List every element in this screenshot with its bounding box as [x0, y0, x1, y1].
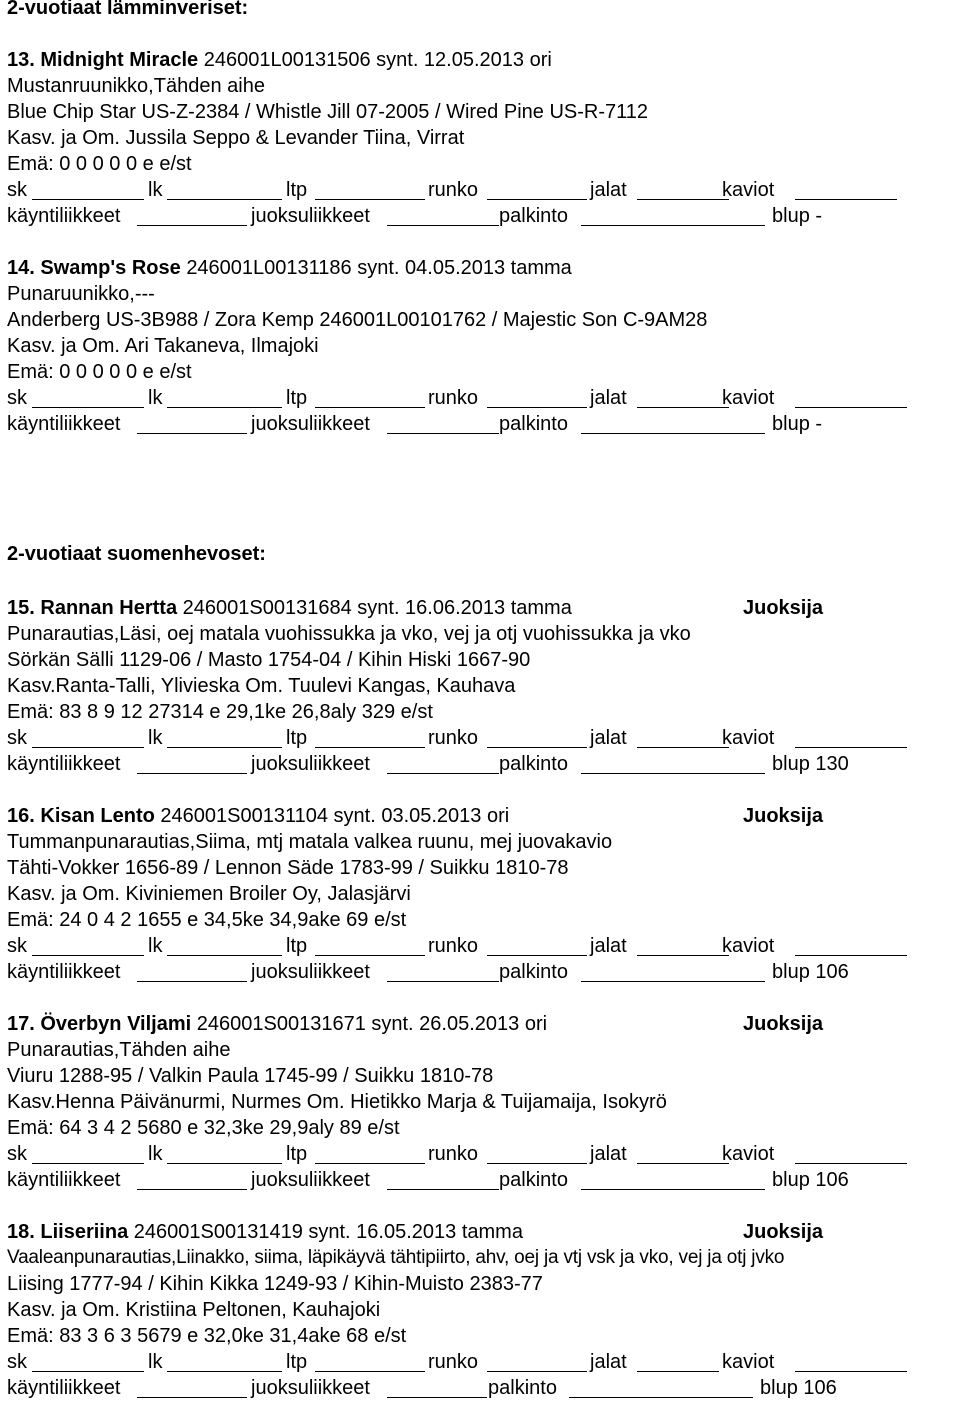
blank-kaynti — [137, 433, 247, 434]
score-row-conformation — [7, 178, 957, 202]
horse-dam: Emä: 0 0 0 0 0 e e/st — [7, 361, 192, 383]
label-runko: runko — [428, 935, 479, 957]
horse-name: Överbyn Viljami — [40, 1013, 192, 1035]
blank-lk — [167, 199, 282, 200]
label-ltp: ltp — [286, 1143, 308, 1165]
label-lk: lk — [148, 179, 163, 201]
horse-color: Mustanruunikko,Tähden aihe — [7, 75, 265, 97]
score-row-conformation — [7, 934, 957, 958]
label-blup: blup - — [772, 205, 823, 227]
blank-juoksu — [387, 1397, 487, 1398]
blank-ltp — [315, 955, 425, 956]
horse-pedigree: Sörkän Sälli 1129-06 / Masto 1754-04 / Kihin Hiski 1667-90 — [7, 649, 531, 671]
label-kaviot: kaviot — [722, 179, 775, 201]
label-sk: sk — [7, 179, 27, 201]
blank-palkinto — [581, 225, 765, 226]
blup-value: - — [815, 413, 823, 435]
blank-kaviot — [795, 1371, 907, 1372]
horse-number: 17. — [7, 1013, 35, 1035]
label-palkinto: palkinto — [499, 753, 568, 775]
horse-registration: 246001S00131684 synt. 16.06.2013 tamma — [182, 597, 572, 619]
horse-title — [7, 804, 509, 828]
blank-palkinto — [581, 1189, 765, 1190]
label-palkinto: palkinto — [499, 413, 568, 435]
label-kaynti: käyntiliikkeet — [7, 1377, 121, 1399]
blank-ltp — [315, 407, 425, 408]
blup-value: 106 — [815, 1169, 849, 1191]
blank-sk — [32, 747, 144, 748]
blank-sk — [32, 199, 144, 200]
label-lk: lk — [148, 387, 163, 409]
score-row-conformation — [7, 1142, 957, 1166]
horse-number: 13. — [7, 49, 35, 71]
label-sk: sk — [7, 387, 27, 409]
blank-palkinto — [581, 981, 765, 982]
blank-lk — [167, 955, 282, 956]
horse-dam: Emä: 24 0 4 2 1655 e 34,5ke 34,9ake 69 e/st — [7, 909, 407, 931]
horse-title — [7, 596, 572, 620]
horse-pedigree: Liising 1777-94 / Kihin Kikka 1249-93 / Kihin-Muisto 2383-77 — [7, 1273, 543, 1295]
label-jalat: jalat — [590, 727, 627, 749]
horse-number: 18. — [7, 1221, 35, 1243]
blank-kaviot — [795, 407, 907, 408]
blank-kaynti — [137, 225, 247, 226]
label-jalat: jalat — [590, 179, 627, 201]
label-kaviot: kaviot — [722, 1351, 775, 1373]
label-kaviot: kaviot — [722, 1143, 775, 1165]
label-kaviot: kaviot — [722, 387, 775, 409]
blank-kaviot — [795, 1163, 907, 1164]
horse-name: Liiseriina — [40, 1221, 129, 1243]
score-row-conformation — [7, 1350, 957, 1374]
blank-kaviot — [795, 747, 907, 748]
score-row-conformation — [7, 386, 957, 410]
score-row-movement — [7, 204, 957, 228]
label-kaynti: käyntiliikkeet — [7, 753, 121, 775]
horse-title — [7, 256, 572, 280]
blank-runko — [487, 407, 587, 408]
label-kaynti: käyntiliikkeet — [7, 413, 121, 435]
label-sk: sk — [7, 935, 27, 957]
horse-color: Punaruunikko,--- — [7, 283, 155, 305]
horse-registration: 246001S00131419 synt. 16.05.2013 tamma — [133, 1221, 523, 1243]
horse-type-tag: Juoksija — [743, 1013, 824, 1035]
blank-juoksu — [387, 433, 499, 434]
blank-jalat — [637, 747, 729, 748]
horse-pedigree: Viuru 1288-95 / Valkin Paula 1745-99 / Suikku 1810-78 — [7, 1065, 494, 1087]
label-ltp: ltp — [286, 935, 308, 957]
score-row-movement — [7, 1376, 957, 1400]
horse-registration: 246001L00131506 synt. 12.05.2013 ori — [203, 49, 552, 71]
horse-number: 15. — [7, 597, 35, 619]
blup-value: 130 — [815, 753, 849, 775]
blank-jalat — [637, 955, 729, 956]
blank-ltp — [315, 1371, 425, 1372]
label-blup: blup 106 — [760, 1377, 837, 1399]
horse-name: Midnight Miracle — [40, 49, 199, 71]
score-row-movement — [7, 752, 957, 776]
label-juoksu: juoksuliikkeet — [251, 205, 370, 227]
blank-juoksu — [387, 1189, 499, 1190]
label-ltp: ltp — [286, 179, 308, 201]
blank-kaynti — [137, 773, 247, 774]
score-row-movement — [7, 412, 957, 436]
label-blup: blup 106 — [772, 961, 849, 983]
label-lk: lk — [148, 727, 163, 749]
horse-number: 14. — [7, 257, 35, 279]
blank-ltp — [315, 199, 425, 200]
blank-sk — [32, 955, 144, 956]
score-row-movement — [7, 1168, 957, 1192]
blank-kaynti — [137, 1189, 247, 1190]
horse-type-tag: Juoksija — [743, 805, 824, 827]
horse-registration: 246001S00131671 synt. 26.05.2013 ori — [196, 1013, 548, 1035]
horse-number: 16. — [7, 805, 35, 827]
label-sk: sk — [7, 727, 27, 749]
blank-juoksu — [387, 773, 499, 774]
horse-type-tag: Juoksija — [743, 1221, 824, 1243]
label-runko: runko — [428, 727, 479, 749]
horse-color: Punarautias,Läsi, oej matala vuohissukka ja vko, vej ja otj vuohissukka ja vko — [7, 623, 691, 645]
blank-lk — [167, 1371, 282, 1372]
horse-type-tag: Juoksija — [743, 597, 824, 619]
blank-lk — [167, 407, 282, 408]
horse-name: Kisan Lento — [40, 805, 155, 827]
horse-color: Punarautias,Tähden aihe — [7, 1039, 231, 1061]
blank-jalat — [637, 199, 729, 200]
score-row-conformation — [7, 726, 957, 750]
horse-dam: Emä: 83 8 9 12 27314 e 29,1ke 26,8aly 329 e/st — [7, 701, 433, 723]
blank-lk — [167, 747, 282, 748]
blank-kaviot — [795, 199, 897, 200]
label-juoksu: juoksuliikkeet — [251, 1169, 370, 1191]
horse-name: Swamp's Rose — [40, 257, 181, 279]
blank-runko — [487, 955, 587, 956]
horse-pedigree: Tähti-Vokker 1656-89 / Lennon Säde 1783-99 / Suikku 1810-78 — [7, 857, 569, 879]
horse-color: Tummanpunarautias,Siima, mtj matala valkea ruunu, mej juovakavio — [7, 831, 613, 853]
horse-dam: Emä: 64 3 4 2 5680 e 32,3ke 29,9aly 89 e/st — [7, 1117, 400, 1139]
label-ltp: ltp — [286, 387, 308, 409]
label-jalat: jalat — [590, 1351, 627, 1373]
horse-title — [7, 1012, 547, 1036]
label-jalat: jalat — [590, 935, 627, 957]
label-jalat: jalat — [590, 1143, 627, 1165]
blup-value: 106 — [815, 961, 849, 983]
horse-breeder: Kasv. ja Om. Ari Takaneva, Ilmajoki — [7, 335, 319, 357]
blank-palkinto — [569, 1397, 753, 1398]
label-palkinto: palkinto — [488, 1377, 557, 1399]
label-juoksu: juoksuliikkeet — [251, 961, 370, 983]
label-kaynti: käyntiliikkeet — [7, 205, 121, 227]
blank-runko — [487, 747, 587, 748]
horse-pedigree: Blue Chip Star US-Z-2384 / Whistle Jill 07-2005 / Wired Pine US-R-7112 — [7, 101, 648, 123]
blank-runko — [487, 199, 587, 200]
label-ltp: ltp — [286, 1351, 308, 1373]
blank-palkinto — [581, 433, 765, 434]
label-runko: runko — [428, 1351, 479, 1373]
label-runko: runko — [428, 387, 479, 409]
label-ltp: ltp — [286, 727, 308, 749]
horse-breeder: Kasv.Ranta-Talli, Ylivieska Om. Tuulevi Kangas, Kauhava — [7, 675, 516, 697]
horse-dam: Emä: 0 0 0 0 0 e e/st — [7, 153, 192, 175]
label-palkinto: palkinto — [499, 961, 568, 983]
blank-runko — [487, 1163, 587, 1164]
horse-name: Rannan Hertta — [40, 597, 178, 619]
blup-value: - — [815, 205, 823, 227]
blank-jalat — [637, 1163, 729, 1164]
blup-value: 106 — [803, 1377, 837, 1399]
label-jalat: jalat — [590, 387, 627, 409]
blank-sk — [32, 407, 144, 408]
blank-kaynti — [137, 1397, 247, 1398]
blank-juoksu — [387, 981, 499, 982]
label-kaviot: kaviot — [722, 727, 775, 749]
horse-registration: 246001L00131186 synt. 04.05.2013 tamma — [186, 257, 572, 279]
horse-title — [7, 1220, 523, 1244]
blank-juoksu — [387, 225, 499, 226]
label-juoksu: juoksuliikkeet — [251, 753, 370, 775]
label-sk: sk — [7, 1143, 27, 1165]
blank-ltp — [315, 1163, 425, 1164]
label-blup: blup 106 — [772, 1169, 849, 1191]
blank-lk — [167, 1163, 282, 1164]
label-lk: lk — [148, 1351, 163, 1373]
blank-kaviot — [795, 955, 907, 956]
horse-breeder: Kasv. ja Om. Kiviniemen Broiler Oy, Jalasjärvi — [7, 883, 411, 905]
blank-kaynti — [137, 981, 247, 982]
label-lk: lk — [148, 1143, 163, 1165]
label-lk: lk — [148, 935, 163, 957]
horse-title — [7, 48, 552, 72]
label-palkinto: palkinto — [499, 205, 568, 227]
label-juoksu: juoksuliikkeet — [251, 1377, 370, 1399]
blank-palkinto — [581, 773, 765, 774]
label-juoksu: juoksuliikkeet — [251, 413, 370, 435]
label-kaynti: käyntiliikkeet — [7, 961, 121, 983]
horse-pedigree: Anderberg US-3B988 / Zora Kemp 246001L00101762 / Majestic Son C-9AM28 — [7, 309, 708, 331]
label-blup: blup - — [772, 413, 823, 435]
label-palkinto: palkinto — [499, 1169, 568, 1191]
horse-dam: Emä: 83 3 6 3 5679 e 32,0ke 31,4ake 68 e/st — [7, 1325, 407, 1347]
label-kaynti: käyntiliikkeet — [7, 1169, 121, 1191]
label-runko: runko — [428, 1143, 479, 1165]
label-blup: blup 130 — [772, 753, 849, 775]
horse-breeder: Kasv. ja Om. Jussila Seppo & Levander Tiina, Virrat — [7, 127, 465, 149]
blank-jalat — [637, 1371, 719, 1372]
score-row-movement — [7, 960, 957, 984]
label-sk: sk — [7, 1351, 27, 1373]
blank-jalat — [637, 407, 729, 408]
label-runko: runko — [428, 179, 479, 201]
section-heading-warmblood: 2-vuotiaat lämminveriset: — [7, 0, 249, 19]
label-kaviot: kaviot — [722, 935, 775, 957]
blank-sk — [32, 1371, 144, 1372]
horse-color: Vaaleanpunarautias,Liinakko, siima, läpikäyvä tähtipiirto, ahv, oej ja vtj vsk ja vko, vej ja otj jvko — [7, 1247, 785, 1268]
blank-runko — [487, 1371, 587, 1372]
blank-sk — [32, 1163, 144, 1164]
section-heading-finnhorse: 2-vuotiaat suomenhevoset: — [7, 543, 266, 565]
horse-breeder: Kasv. ja Om. Kristiina Peltonen, Kauhajoki — [7, 1299, 381, 1321]
blank-ltp — [315, 747, 425, 748]
horse-registration: 246001S00131104 synt. 03.05.2013 ori — [160, 805, 510, 827]
horse-breeder: Kasv.Henna Päivänurmi, Nurmes Om. Hietikko Marja & Tuijamaija, Isokyrö — [7, 1091, 667, 1113]
